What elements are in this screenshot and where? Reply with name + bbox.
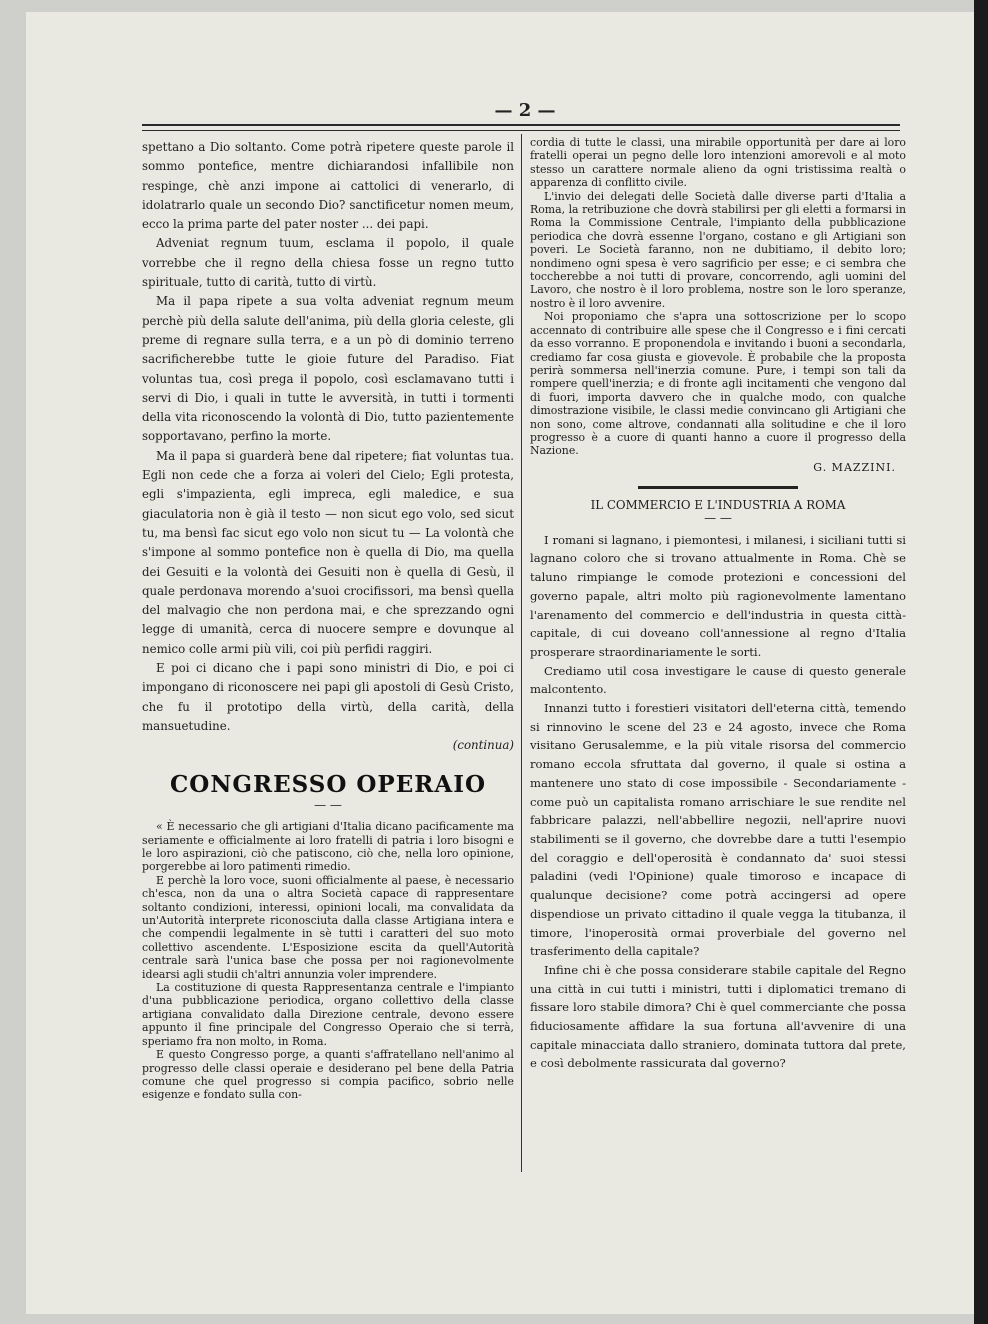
article-paragraph: Ma il papa ripete a sua volta adveniat regnum meum perchè più della salute dell'anima, più della gloria celeste, gli preme di regnare sulla terra, e a un pò di dominio terreno sacrificherebbe tutte le gioie future del Paradiso. Fiat voluntas tua, così prega il popolo, così esclamavano tutti i servi di Dio, i quali in tutte le avversità, in tutti i tormenti della vita riconoscendo la volontà di Dio, tutto pazientemente sopportavano, perfino la morte. — [142, 294, 514, 444]
congresso-paragraph: E questo Congresso porge, a quanti s'affratellano nell'animo al progresso delle classi operaie e desiderano pel bene della Patria comune che quel progresso si compia pacifico, sobrio nelle esigenze e fondato sulla con- — [142, 1048, 514, 1102]
article-paragraph: spettano a Dio soltanto. Come potrà ripetere queste parole il sommo pontefice, mentre dichiarandosi infallibile non respinge, chè anzi impone ai cattolici di venerarlo, di idolatrarlo quale un secondo Dio? sanctificetur nomen meum, ecco la prima parte del pater noster ... dei papi. — [142, 140, 514, 232]
header-rule — [142, 124, 900, 131]
column-divider — [521, 134, 522, 1172]
scan-edge-shadow — [974, 0, 988, 1324]
congresso-paragraph: « È necessario che gli artigiani d'Italia dicano pacificamente ma seriamente e officialmente ai loro fratelli di patria i loro bisogni e le loro aspirazioni, ciò che patiscono, ciò che, nella loro opinione, porgerebbe ai loro patimenti rimedio. — [142, 820, 514, 874]
continua-label: (continua) — [452, 738, 514, 753]
congresso-paragraph: Noi proponiamo che s'apra una sottoscrizione per lo scopo accennato di contribuire alle spese che il Congresso e i fini cercati da esso vorranno. E proponendola e invitando i buoni a secondarla, crediamo far cosa giusta e giovevole. È probabile che la proposta perirà sommersa nell'inerzia comune. Pure, i tempi son tali da rompere quell'inerzia; e di fronte agli incitamenti che vengono dal di fuori, importa davvero che in qualche modo, con qualche dimostrazione visibile, le classi medie convincano gli Artigiani che non sono, come altrove, condannati alla solitudine e che il loro progresso è a cuore di quanti hanno a cuore il progresso della Nazione. — [530, 310, 906, 458]
congresso-paragraph: La costituzione di questa Rappresentanza centrale e l'impianto d'una pubblicazione periodica, organo collettivo della classe artigiana convalidato dalla Direzione centrale, devono essere appunto il fine principale del Congresso Operaio che si terrà, speriamo fra non molto, in Roma. — [142, 981, 514, 1048]
section-title-commercio: IL COMMERCIO E L'INDUSTRIA A ROMA — [590, 497, 846, 512]
commercio-paragraph: I romani si lagnano, i piemontesi, i milanesi, i siciliani tutti si lagnano coloro che si trovano attualmente in Roma. Chè se taluno rimpiange le comode protezioni e concessioni del governo papale, altri molto più ragionevolmente lamentano l'arenamento del commercio e dell'industria in questa città-capitale, di cui doveano coll'annessione al regno d'Italia prosperare straordinariamente le sorti. — [530, 532, 906, 659]
section-title-congresso: CONGRESSO OPERAIO — [169, 771, 487, 799]
congresso-paragraph: cordia di tutte le classi, una mirabile opportunità per dare ai loro fratelli operai un pegno delle loro intenzioni amorevoli e al moto stesso un carattere normale alieno da ogni tristissima realtà o apparenza di conflitto civile. — [530, 136, 906, 190]
author-signature: G. MAZZINI. — [813, 460, 896, 474]
commercio-paragraph: Infine chi è che possa considerare stabile capitale del Regno una città in cui tutti i ministri, tutti i diplomatici tremano di fissare loro stabile dimora? Chi è quel commerciante che possa fiduciosamente affidare la sua fortuna all'avvenire di una capitale minacciata dallo straniero, dominata tuttora dal prete, e così debolmente rassicurata dal governo? — [530, 962, 906, 1071]
article-paragraph: Ma il papa si guarderà bene dal ripetere; fiat voluntas tua. Egli non cede che a forza ai voleri del Cielo; Egli protesta, egli s'impazienta, egli impreca, egli maledice, e sua giaculatoria non è già il testo — non sicut ego volo, sed sicut tu, ma bensì fac sicut ego volo non sicut tu — La volontà che s'impone al sommo pontefice non è quella di Dio, ma quella dei Gesuiti e la volontà dei Gesuiti non è quella di Gesù, il quale perdonava morendo a'suoi crocifissori, ma bensì quella del malvagio che non perdona mai, e che sprezzando ogni legge di umanità, cerca di nuocere sempre e dovunque al nemico colle armi più vili, coi più perfidi raggiri. — [142, 448, 514, 656]
article-paragraph: E poi ci dicano che i papi sono ministri di Dio, e poi ci impongano di riconoscere nei papi gli apostoli di Gesù Cristo, che fu il prototipo della virtù, della carità, della mansuetudine. — [142, 661, 514, 733]
section-rule — [638, 486, 798, 489]
commercio-paragraph: Innanzi tutto i forestieri visitatori dell'eterna città, temendo si rinnovino le scene del 23 e 24 agosto, invece che Roma visitano Gerusalemme, e la più vitale risorsa del commercio romano eccola sfruttata dal governo, il quale si ostina a mantenere uno stato di cose impossibile - Secondariamente - come può un capitalista romano arrischiare le sue rendite nel fabbricare palazzi, nell'abbellire negozii, nell'aprire nuovi stabilimenti se il governo, che dovrebbe dare a tutti l'esempio del coraggio e dell'operosità è condannato da' suoi stessi paladini (vedi l'Opinione) quale timoroso e incapace di qualunque decisione? come potrà accingersi ad opere dispendiose un privato cittadino il quale vegga la titubanza, il timore, l'inoperosità ormai proverbiale del governo nel trasferimento della capitale? — [530, 701, 906, 959]
section-divider: — — — [704, 510, 732, 525]
article-paragraph: Adveniat regnum tuum, esclama il popolo, il quale vorrebbe che il regno della chiesa fosse un regno tutto spirituale, tutto di carità, tutto di virtù. — [142, 236, 514, 290]
left-column — [142, 138, 514, 1102]
right-column — [530, 136, 906, 1073]
congresso-paragraph: L'invio dei delegati delle Società dalle diverse parti d'Italia a Roma, la retribuzione che dovrà stabilirsi per gli eletti a formarsi in Roma la Commissione Centrale, l'impianto della pubblicazione periodica che dovrà essenne l'organo, costano e gli Artigiani son poveri. Le Società faranno, non ne dubitiamo, il debito loro; nondimeno ogni spesa è vero sagrificio per esse; e ci sembra che toccherebbe a noi tutti di provare, concorrendo, agli uomini del Lavoro, che nostro è il loro problema, nostre son le loro speranze, nostro è il loro avvenire. — [530, 189, 906, 310]
congresso-paragraph: E perchè la loro voce, suoni officialmente al paese, è necessario ch'esca, non da una o altra Società capace di rappresentare soltanto condizioni, interessi, opinioni locali, ma convalidata da un'Autorità interprete riconosciuta dalla classe Artigiana intera e che compendii legalmente in sè tutti i caratteri del suo moto collettivo ascendente. L'Esposizione escita da quell'Autorità centrale sarà l'unica base che possa per noi ragionevolmente idearsi agli studii ch'altri annunzia voler imprendere. — [142, 873, 514, 981]
page-number: — 2 — — [494, 100, 556, 121]
section-divider: — — — [314, 798, 342, 813]
commercio-paragraph: Crediamo util cosa investigare le cause di questo generale malcontento. — [530, 663, 906, 697]
